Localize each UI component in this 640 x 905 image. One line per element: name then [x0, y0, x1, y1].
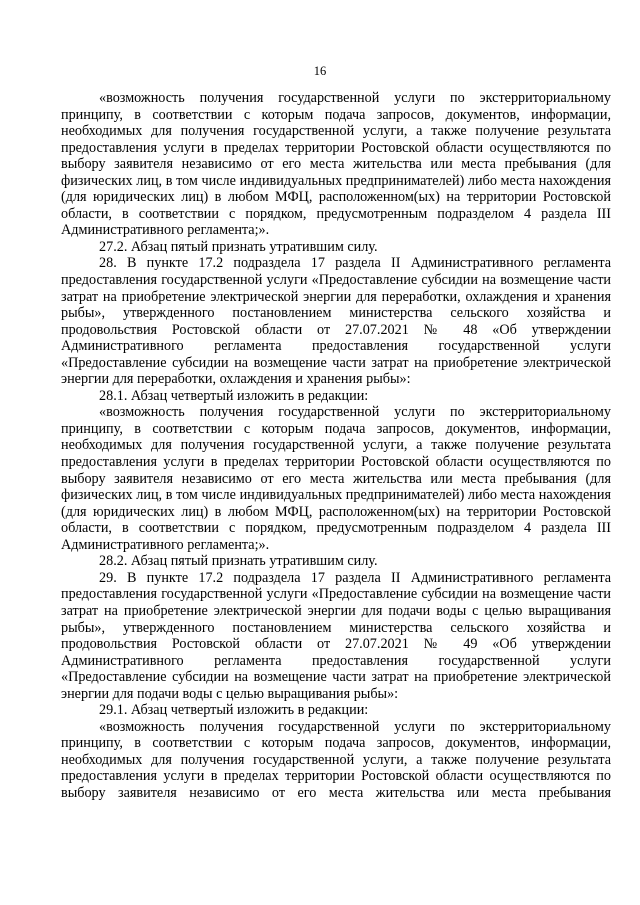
- paragraph-quote-27-1: «возможность получения государственной услуги по экстерриториальному принципу, в соответствии с которым подача запросов, документов, информации, необходимых для получения государственной услуги, а также получение результата предоставления услуги в пределах территории Ростовской области осуществляются по выбору заявителя независимо от его места жительства или места пребывания (для физических лиц, в том числе индивидуальных предпринимателей) либо места нахождения (для юридических лиц) в любом МФЦ, расположенном(ых) на территории Ростовской области, в соответствии с порядком, предусмотренным подразделом 4 раздела III Административного регламента;».: [61, 90, 611, 239]
- paragraph-28: 28. В пункте 17.2 подраздела 17 раздела II Административного регламента предоставления государственной услуги «Предоставление субсидии на возмещение части затрат на приобретение электрической энергии для переработки, охлаждения и хранения рыбы», утвержденного постановлением министерства сельского хозяйства и продовольствия Ростовской области от 27.07.2021 № 48 «Об утверждении Административного регламента предоставления государственной услуги «Предоставление субсидии на возмещение части затрат на приобретение электрической энергии для переработки, охлаждения и хранения рыбы»:: [61, 255, 611, 388]
- document-body: [61, 90, 611, 802]
- page-number: 16: [313, 64, 327, 78]
- paragraph-27-2: 27.2. Абзац пятый признать утратившим силу.: [99, 238, 378, 255]
- paragraph-28-2: 28.2. Абзац пятый признать утратившим силу.: [99, 553, 378, 570]
- paragraph-29-1: 29.1. Абзац четвертый изложить в редакции:: [99, 702, 369, 719]
- paragraph-29: 29. В пункте 17.2 подраздела 17 раздела II Административного регламента предоставления государственной услуги «Предоставление субсидии на возмещение части затрат на приобретение электрической энергии для подачи воды с целью выращивания рыбы», утвержденного постановлением министерства сельского хозяйства и продовольствия Ростовской области от 27.07.2021 № 49 «Об утверждении Административного регламента предоставления государственной услуги «Предоставление субсидии на возмещение части затрат на приобретение электрической энергии для подачи воды с целью выращивания рыбы»:: [61, 569, 611, 702]
- paragraph-quote-29-1: «возможность получения государственной услуги по экстерриториальному принципу, в соответствии с которым подача запросов, документов, информации, необходимых для получения государственной услуги, а также получение результата предоставления услуги в пределах территории Ростовской области осуществляются по выбору заявителя независимо от его места жительства или места пребывания: [61, 718, 611, 801]
- paragraph-28-1: 28.1. Абзац четвертый изложить в редакции:: [99, 387, 369, 404]
- paragraph-quote-28-1: «возможность получения государственной услуги по экстерриториальному принципу, в соответствии с которым подача запросов, документов, информации, необходимых для получения государственной услуги, а также получение результата предоставления услуги в пределах территории Ростовской области осуществляются по выбору заявителя независимо от его места жительства или места пребывания (для физических лиц, в том числе индивидуальных предпринимателей) либо места нахождения (для юридических лиц) в любом МФЦ, расположенном(ых) на территории Ростовской области, в соответствии с порядком, предусмотренным подразделом 4 раздела III Административного регламента;».: [61, 404, 611, 553]
